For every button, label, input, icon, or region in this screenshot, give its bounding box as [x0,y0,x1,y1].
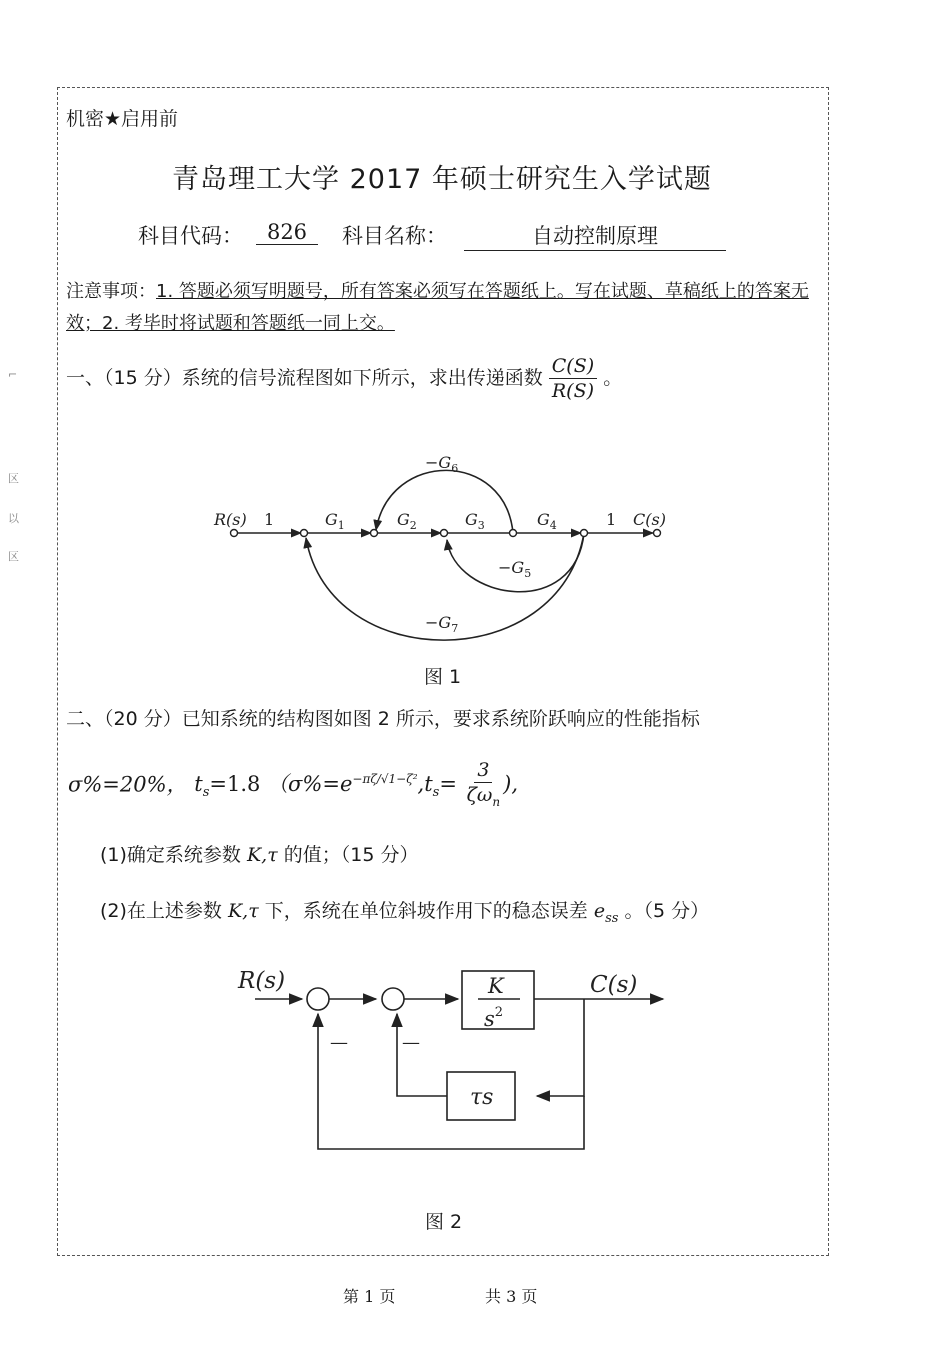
node [510,530,517,537]
formula-ts-sub: s [432,785,440,801]
figure-1-caption: 图 1 [424,666,462,688]
label-g1-main: G [325,510,338,529]
part-2-vars: K,τ [227,900,259,922]
subject-code: 826 [256,220,318,245]
question-1-statement: 一、（15 分）系统的信号流程图如下所示，求出传递函数 [66,367,543,389]
ess-sub: ss [605,910,619,926]
label-g7-main: −G [425,613,452,632]
wire-inner-return [397,1014,447,1096]
summing-junction-2 [382,988,404,1010]
fraction-denominator: R(S) [551,380,595,402]
feedback-label: τs [470,1085,494,1110]
plant-numerator: K [488,974,504,998]
question-2-specs [68,758,518,814]
notes-label: 注意事项： [66,281,156,302]
question-2-text: 二、（20 分）已知系统的结构图如图 2 所示，要求系统阶跃响应的性能指标 [66,708,700,730]
formula-fraction [464,758,504,814]
subject-name: 自动控制原理 [464,220,726,251]
part-2-text-a: (2)在上述参数 [100,900,222,922]
label-g3-sub: 3 [477,519,485,532]
spec-formula [267,759,519,809]
wire-outer-feedback [318,1014,584,1149]
subject-name-label: 科目名称： [342,224,447,248]
margin-mark: 以 [8,512,19,525]
part-2-text-b: 下，系统在单位斜坡作用下的稳态误差 [264,900,588,922]
label-g4-main: G [537,510,550,529]
formula-ts: ,t [417,772,433,797]
node-input [231,530,238,537]
bd-input-label: R(s) [238,968,286,994]
plant-den-base: s [484,1007,495,1031]
part-1-text-b: 的值；（15 分） [283,844,419,866]
minus-sign-2: — [402,1032,420,1053]
exam-title: 青岛理工大学 2017 年硕士研究生入学试题 [172,164,712,195]
figure-2-caption: 图 2 [425,1211,463,1233]
formula-numerator: 3 [474,758,492,783]
node [301,530,308,537]
label-gain-out: 1 [606,510,617,529]
formula-den-main: ζω [466,784,493,806]
label-g6 [425,453,458,475]
label-output: C(s) [633,510,666,529]
margin-mark: 区 [8,550,19,563]
page-number: 第 1 页 [343,1287,396,1306]
label-g4 [537,510,557,532]
label-g1-sub: 1 [337,519,345,532]
label-g2 [397,510,417,532]
part-1-text-a: (1)确定系统参数 [100,844,241,866]
label-g1 [325,510,345,532]
question-1-end: 。 [603,367,623,389]
label-g2-sub: 2 [409,519,417,532]
summing-junction-1 [307,988,329,1010]
label-g5-main: −G [498,558,525,577]
question-2-part-2 [100,896,709,926]
formula-e: e [339,772,353,797]
minus-sign-1: — [330,1032,348,1053]
label-g3 [465,510,485,532]
node-output [654,530,661,537]
part-1-vars: K,τ [246,844,278,866]
spec-ts-value: =1.8 [209,772,261,797]
margin-mark: ⌐ [8,368,18,381]
label-g2-main: G [397,510,410,529]
plant-den-exp: 2 [494,1005,504,1020]
node [371,530,378,537]
label-g5 [498,558,531,580]
page-total: 共 3 页 [485,1287,538,1306]
bd-output-label: C(s) [590,972,638,998]
margin-mark: 区 [8,472,19,485]
formula-den-sub: n [492,794,501,809]
spec-overshoot: σ%=20%， [68,772,188,797]
fraction-numerator: C(S) [549,354,597,379]
formula-close: ), [503,772,519,797]
notes-item-1: 1. 答题必须写明题号，所有答案必须写在答题纸上。写在试题、草稿纸上的答案无效； [66,281,809,334]
wire-inner-feedback [537,999,584,1096]
label-g6-main: −G [425,453,452,472]
spec-settling-time [194,772,261,801]
label-g4-sub: 4 [549,519,557,532]
notes-item-2: 2. 考毕时将试题和答题纸一同上交。 [102,313,395,334]
question-2-part-1 [100,840,418,867]
spec-ts-main: t [194,772,203,797]
ess-main: e [593,900,606,922]
formula-open: （σ%= [267,772,340,797]
label-g7 [425,613,458,635]
label-input: R(s) [214,510,247,529]
formula-denominator [464,783,504,814]
confidential-label: 机密★启用前 [66,108,179,130]
label-g3-main: G [465,510,478,529]
formula-exponent: −πζ/√1−ζ² [352,772,418,787]
label-g5-sub: 5 [524,567,532,580]
plant-denominator [484,1005,503,1031]
label-g6-sub: 6 [451,462,459,475]
subject-code-label: 科目代码： [138,224,243,248]
part-2-text-c: 。（5 分） [624,900,710,922]
node [581,530,588,537]
label-g7-sub: 7 [451,622,459,635]
node [441,530,448,537]
label-gain-in: 1 [264,510,275,529]
spec-ts-sub: s [202,785,210,801]
formula-eq: = [439,772,457,797]
steady-state-error [593,900,619,926]
